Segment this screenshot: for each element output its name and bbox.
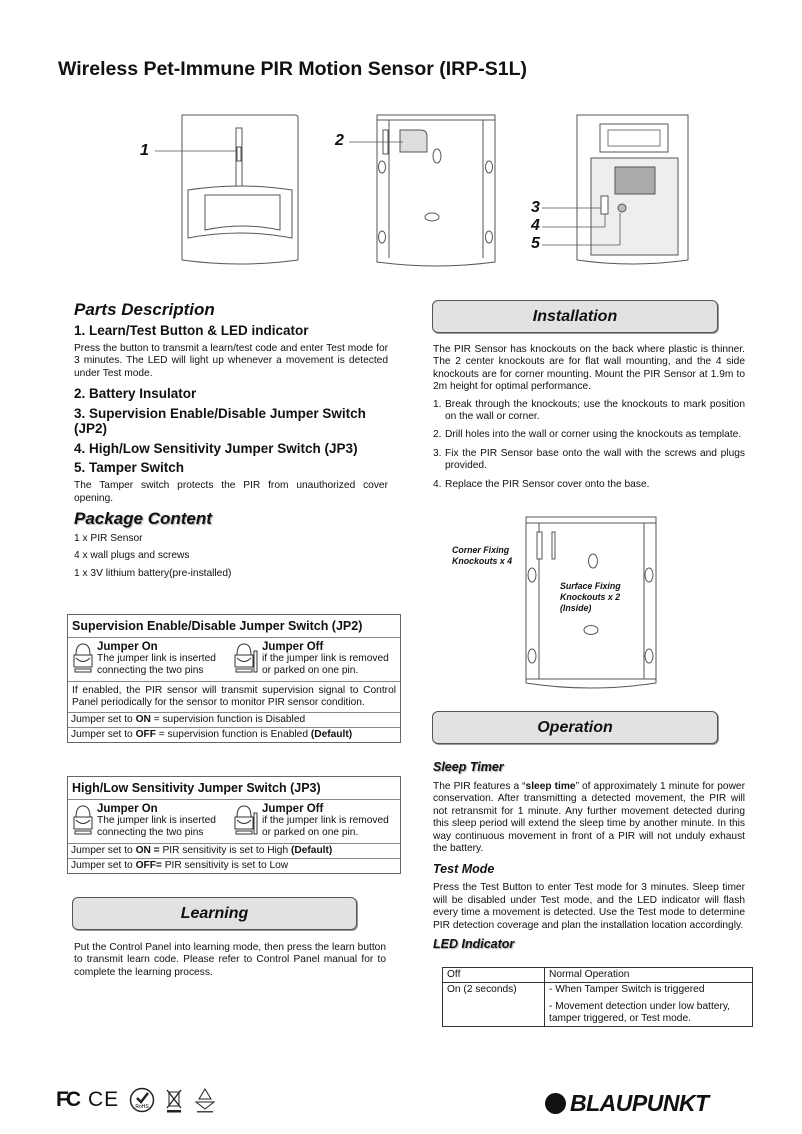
installation-intro: The PIR Sensor has knockouts on the back where plastic is thinner. The 2 center knockouts are for flat wall mounting, and the 4 side knockouts are for corner mounting. Mount the PIR Sensor at 1.9m to 2m height for optimal performance. — [433, 344, 745, 393]
figure-inside-view — [528, 110, 698, 270]
part-3-title: 3. Supervision Enable/Disable Jumper Switch (JP2) — [74, 406, 366, 437]
led-indicator-table — [442, 967, 753, 1027]
operation-banner: Operation — [432, 711, 718, 744]
jp2-row-off: Jumper set to OFF = supervision function is Enabled (Default) — [68, 727, 400, 742]
jumper-on-desc: The jumper link is inserted — [97, 815, 216, 826]
jumper-on-title: Jumper On — [97, 803, 158, 815]
package-item: 1 x PIR Sensor — [74, 533, 143, 545]
jp3-heading: High/Low Sensitivity Jumper Switch (JP3) — [68, 777, 400, 800]
jumper-on-desc: connecting the two pins — [97, 827, 204, 838]
part-1-text: Press the button to transmit a learn/test code and enter Test mode for 3 minutes. The LED will light up whenever a movement is detected under Test mode. — [74, 343, 388, 379]
test-mode-text: Press the Test Button to enter Test mode for 3 minutes. Sleep timer will be disabled under Test mode, and the LED indicator will flash every time a movement is detected. Use the Test mode to determine PIR detection coverage and plan the installation location accordingly. — [433, 882, 745, 931]
parts-description-section — [74, 300, 388, 580]
part-4-title: 4. High/Low Sensitivity Jumper Switch (JP3) — [74, 441, 358, 457]
parts-heading: Parts Description — [74, 300, 215, 319]
callout-5: 5 — [531, 235, 540, 252]
part-2-title: 2. Battery Insulator — [74, 386, 197, 402]
jp2-jumper-on — [72, 641, 227, 677]
jp3-row-on: Jumper set to ON = PIR sensitivity is set to High (Default) — [68, 843, 400, 858]
figure-back-view — [335, 110, 500, 270]
led-state: Off — [443, 968, 545, 983]
recycle-icon — [193, 1087, 217, 1113]
jumper-off-desc: if the jumper link is removed — [262, 815, 389, 826]
jumper-on-icon — [72, 641, 94, 675]
jumper-off-title: Jumper Off — [262, 641, 324, 653]
jp2-note: If enabled, the PIR sensor will transmit supervision signal to Control Panel periodically for the sensor to monitor PIR sensor condition. — [68, 681, 400, 712]
jumper-off-desc: if the jumper link is removed — [262, 653, 389, 664]
step-item: 4. Replace the PIR Sensor cover onto the base. — [433, 478, 650, 490]
installation-steps — [433, 399, 745, 491]
jp3-jumper-on — [72, 803, 227, 839]
led-indicator-heading: LED Indicator — [433, 937, 515, 952]
weee-bin-icon — [165, 1087, 183, 1113]
callout-3: 3 — [531, 199, 540, 216]
table-row — [443, 968, 753, 983]
led-meaning: Normal Operation — [545, 968, 753, 983]
step-item: 2. Drill holes into the wall or corner using the knockouts as template. — [433, 429, 742, 441]
certification-logos — [56, 1087, 217, 1113]
brand-dot-icon — [545, 1093, 566, 1114]
jp2-heading: Supervision Enable/Disable Jumper Switch (JP2) — [68, 615, 400, 638]
package-item: 1 x 3V lithium battery(pre-installed) — [74, 567, 232, 579]
figure-front-view — [140, 110, 310, 270]
part-5-text: The Tamper switch protects the PIR from unauthorized cover opening. — [74, 480, 388, 504]
callout-4: 4 — [531, 217, 540, 234]
jumper-off-icon — [233, 641, 259, 675]
led-meaning: - When Tamper Switch is triggered - Movement detection under low battery, tamper triggered, or Test mode. — [545, 983, 753, 1027]
label-surface-knockouts: Surface Fixing Knockouts x 2 (Inside) — [560, 581, 621, 613]
jumper-off-title: Jumper Off — [262, 803, 324, 815]
jp3-box — [67, 776, 401, 874]
sleep-timer-heading: Sleep Timer — [433, 760, 504, 774]
jp2-row-on: Jumper set to ON = supervision function is Disabled — [68, 712, 400, 727]
blaupunkt-logo — [545, 1090, 709, 1117]
operation-section — [433, 760, 745, 951]
jp2-box — [67, 614, 401, 743]
step-item: 1. Break through the knockouts; use the knockouts to mark position on the wall or corner. — [433, 398, 745, 423]
svg-text:RoHS: RoHS — [135, 1104, 149, 1110]
brand-name: BLAUPUNKT — [570, 1090, 709, 1116]
jumper-on-desc: connecting the two pins — [97, 665, 204, 676]
jumper-off-desc: or parked on one pin. — [262, 827, 359, 838]
rohs-icon — [129, 1087, 155, 1113]
step-item: 3. Fix the PIR Sensor base onto the wall with the screws and plugs provided. — [433, 447, 745, 472]
jp2-jumper-off — [233, 641, 389, 677]
jumper-on-icon — [72, 803, 94, 837]
ce-logo-icon: CE — [88, 1088, 120, 1111]
learning-banner: Learning — [72, 897, 357, 930]
learning-text: Put the Control Panel into learning mode, then press the learn button to transmit learn code. Please refer to Control Panel manual for to complete the learning process. — [74, 942, 386, 978]
part-1-title: 1. Learn/Test Button & LED indicator — [74, 323, 309, 338]
jumper-on-title: Jumper On — [97, 641, 158, 653]
fcc-logo-icon: FC — [56, 1088, 78, 1111]
part-5-title: 5. Tamper Switch — [74, 460, 185, 476]
led-state: On (2 seconds) — [443, 983, 545, 1027]
package-heading: Package Content — [74, 509, 212, 529]
jumper-off-icon — [233, 803, 259, 837]
jumper-off-desc: or parked on one pin. — [262, 665, 359, 676]
callout-1: 1 — [140, 142, 149, 159]
installation-section — [433, 344, 745, 497]
label-corner-knockouts: Corner Fixing Knockouts x 4 — [452, 545, 513, 566]
sleep-timer-text: The PIR features a “sleep time” of approximately 1 minute for power conservation. After transmitting a detected movement, the PIR will not retransmit for 1 minute. Any further movement detected during this sleep period will extend the sleep time by another minute. In this way continuous movement in front of a PIR will not unduly exhaust the battery. — [433, 781, 745, 855]
table-row — [443, 983, 753, 1027]
jumper-on-desc: The jumper link is inserted — [97, 653, 216, 664]
package-item: 4 x wall plugs and screws — [74, 550, 190, 562]
jp3-row-off: Jumper set to OFF= PIR sensitivity is set to Low — [68, 858, 400, 873]
installation-banner: Installation — [432, 300, 718, 333]
test-mode-heading: Test Mode — [433, 862, 495, 877]
jp3-jumper-off — [233, 803, 389, 839]
callout-2: 2 — [335, 132, 344, 149]
document-title: Wireless Pet-Immune PIR Motion Sensor (IRP-S1L) — [58, 58, 527, 80]
